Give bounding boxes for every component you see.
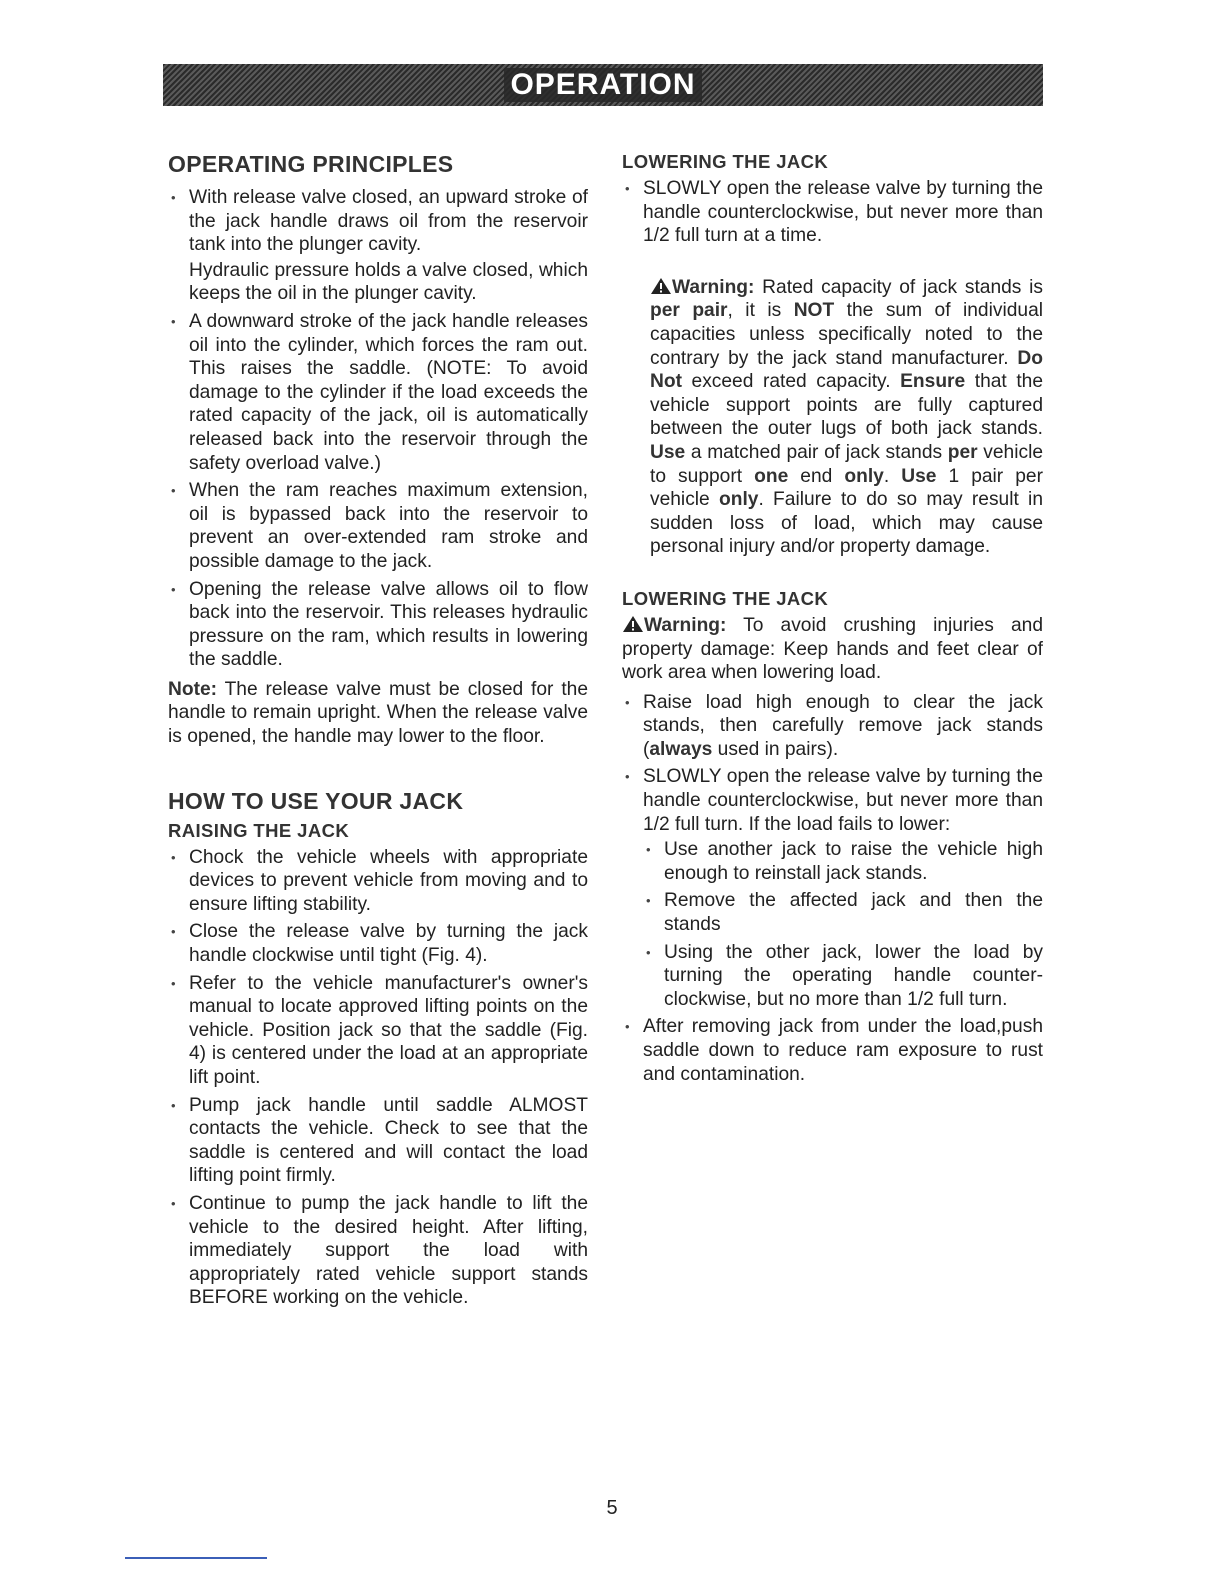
note-text: The release valve must be closed for the handle to remain upright. When the release valve is opened, the handle may lower to the floor. xyxy=(168,678,588,748)
list-item: • Continue to pump the jack handle to lift the vehicle to the desired height. After lifting, immediately support the load with appropriately rated vehicle support stands BEFORE working on the vehicle. xyxy=(168,1192,588,1310)
list-item: • Pump jack handle until saddle ALMOST contacts the vehicle. Check to see that the saddle is centered and will contact the load lifting point firmly. xyxy=(168,1094,588,1188)
list-item: • After removing jack from under the load,push saddle down to reduce ram exposure to rust and contamination. xyxy=(622,1015,1043,1086)
lowering-load-steps xyxy=(622,691,1043,1087)
list-item: • When the ram reaches maximum extension, oil is bypassed back into the reservoir to prevent an over-extended ram stroke and possible damage to the jack. xyxy=(168,479,588,573)
step-emphasis: always xyxy=(649,738,713,760)
page-number: 5 xyxy=(606,1497,618,1519)
warning-text: 1 pair per vehicle xyxy=(650,465,1043,511)
warning-emphasis: per xyxy=(947,441,978,463)
warning-emphasis: Use xyxy=(650,441,686,463)
section-banner xyxy=(163,64,1043,106)
warning-label: Warning: xyxy=(672,276,755,298)
warning-emphasis: one xyxy=(754,465,789,487)
raising-the-jack-heading: RAISING THE JACK xyxy=(168,819,350,841)
list-item: • Remove the affected jack and then the stands xyxy=(643,889,1043,936)
raising-steps-list xyxy=(168,846,588,1310)
list-item: • Using the other jack, lower the load by turning the operating handle counter-clockwise, but no more than 1/2 full turn. xyxy=(643,941,1043,1012)
warning-text: To avoid crushing injuries and property damage: Keep hands and feet clear of work area when lowering load. xyxy=(622,614,1043,684)
warning-emphasis: Ensure xyxy=(900,371,966,393)
step-text: Raise load high enough to clear the jack stands, then carefully remove jack stands ( xyxy=(643,691,1043,760)
banner-title: OPERATION xyxy=(504,68,701,102)
principle-continuation: Hydraulic pressure holds a valve closed, which keeps the oil in the plunger cavity. xyxy=(189,259,588,305)
warning-triangle-icon xyxy=(650,277,672,295)
list-item: • Use another jack to raise the vehicle high enough to reinstall jack stands. xyxy=(643,838,1043,885)
warning-emphasis: only xyxy=(844,465,884,487)
list-item xyxy=(622,691,1043,762)
warning-triangle-icon xyxy=(622,615,644,633)
warning-text: Rated capacity of jack stands is xyxy=(754,276,1043,298)
how-to-use-heading: HOW TO USE YOUR JACK xyxy=(168,787,464,814)
warning-text: . xyxy=(883,465,902,487)
warning-text: end xyxy=(788,465,845,487)
warning-text: a matched pair of jack stands xyxy=(685,441,948,463)
step-text: used in pairs). xyxy=(712,738,839,760)
list-item xyxy=(168,186,588,306)
right-column xyxy=(622,150,1043,1090)
footer-divider xyxy=(125,1557,267,1559)
step-text: SLOWLY open the release valve by turning the handle counterclockwise, but never more than 1/2 full turn. If the load fails to lower: xyxy=(643,766,1043,835)
left-column xyxy=(168,150,588,1314)
list-item: • A downward stroke of the jack handle releases oil into the cylinder, which forces the ram out. This raises the saddle. (NOTE: To avoid damage to the cylinder if the load exceeds the rated capacity of the jack, oil is automatically released back into the reservoir through the safety overload valve.) xyxy=(168,310,588,475)
warning-text: exceed rated capacity. xyxy=(681,371,901,393)
list-item xyxy=(622,765,1043,1011)
warning-emphasis: only xyxy=(719,489,759,511)
list-item: • Opening the release valve allows oil to flow back into the reservoir. This releases hydraulic pressure on the ram, which results in lowering the saddle. xyxy=(168,578,588,672)
list-item: • Chock the vehicle wheels with appropriate devices to prevent vehicle from moving and to ensure lifting stability. xyxy=(168,846,588,917)
warning-text: vehicle to support xyxy=(650,441,1043,487)
jack-stand-warning xyxy=(622,276,1043,559)
warning-emphasis: NOT xyxy=(793,300,835,322)
principles-list xyxy=(168,186,588,672)
warning-emphasis: Use xyxy=(901,465,937,487)
fallback-steps xyxy=(643,838,1043,1011)
lowering-the-jack-heading-2: LOWERING THE JACK xyxy=(622,587,829,609)
list-item: • SLOWLY open the release valve by turning the handle counterclockwise, but never more than 1/2 full turn at a time. xyxy=(622,177,1043,248)
list-item: • Close the release valve by turning the jack handle clockwise until tight (Fig. 4). xyxy=(168,920,588,967)
warning-text: , it is xyxy=(727,300,794,322)
crushing-warning xyxy=(622,614,1043,685)
operating-principles-heading: OPERATING PRINCIPLES xyxy=(168,151,454,177)
warning-emphasis: Do Not xyxy=(650,347,1043,393)
warning-label: Warning: xyxy=(644,614,727,636)
warning-text: . Failure to do so may result in sudden loss of load, which may cause personal injury and/or property damage. xyxy=(650,489,1043,558)
lowering-the-jack-heading: LOWERING THE JACK xyxy=(622,151,829,172)
warning-emphasis: per pair xyxy=(650,300,728,322)
list-item: • Refer to the vehicle manufacturer's owner's manual to locate approved lifting points on the vehicle. Position jack so that the saddle (Fig. 4) is centered under the load at an appropriate lift point. xyxy=(168,972,588,1090)
warning-text: that the vehicle support points are fully captured between the outer lugs of both jack stands. xyxy=(650,371,1043,440)
warning-text: the sum of individual capacities unless specifically noted to the contrary by the jack stand manufacturer. xyxy=(650,300,1043,369)
principle-text: With release valve closed, an upward stroke of the jack handle draws oil from the reservoir tank into the plunger cavity. xyxy=(189,187,588,256)
release-valve-note xyxy=(168,678,588,749)
lowering-steps-list xyxy=(622,177,1043,248)
note-label: Note: xyxy=(168,678,218,700)
